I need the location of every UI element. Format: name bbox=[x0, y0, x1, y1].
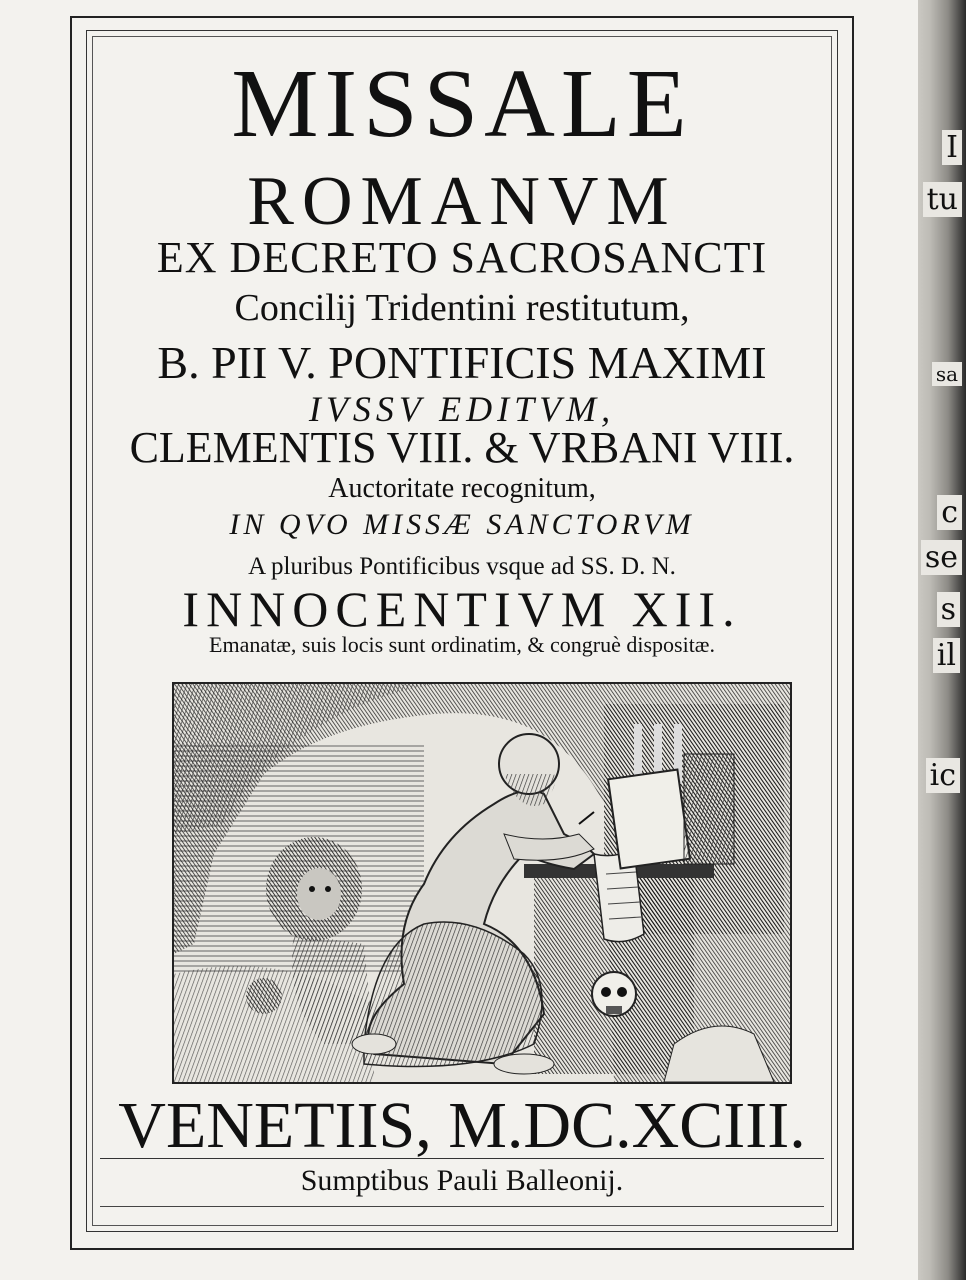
text-line: CLEMENTIS VIII. & VRBANI VIII. bbox=[129, 423, 795, 472]
title-romanum: ROMANVM bbox=[247, 163, 677, 240]
edge-text-fragment: s bbox=[937, 592, 960, 627]
imprint-printer: Sumptibus Pauli Balleonij. bbox=[300, 1164, 624, 1197]
imprint-rule bbox=[100, 1158, 824, 1159]
imprint-rule-2 bbox=[100, 1206, 824, 1207]
text-line: IVSSV EDITVM, bbox=[308, 389, 616, 429]
text-line: Concilij Tridentini restitutum, bbox=[234, 287, 690, 329]
edge-text-fragment: sa bbox=[932, 362, 962, 386]
text-line: EX DECRETO SACROSANCTI bbox=[156, 233, 768, 282]
text-line: A pluribus Pontificibus vsque ad SS. D. N. bbox=[248, 553, 676, 580]
edge-text-fragment: se bbox=[921, 540, 962, 575]
edge-text-fragment: I bbox=[942, 130, 962, 165]
edge-text-fragment: ic bbox=[926, 758, 960, 793]
imprint-city-date: VENETIIS, M.DC.XCIII. bbox=[118, 1089, 806, 1162]
text-line: INNOCENTIVM XII. bbox=[182, 581, 742, 637]
edge-text-fragment: c bbox=[937, 495, 962, 530]
text-line: Emanatæ, suis locis sunt ordinatim, & congruè dispositæ. bbox=[209, 632, 715, 657]
text-line: IN QVO MISSÆ SANCTORVM bbox=[229, 508, 695, 541]
edge-text-fragment: tu bbox=[923, 182, 962, 217]
engraving-illustration bbox=[172, 682, 792, 1084]
title-missale: MISSALE bbox=[231, 50, 693, 158]
edge-text-fragment: il bbox=[933, 638, 960, 673]
text-line: B. PII V. PONTIFICIS MAXIMI bbox=[157, 337, 767, 388]
text-line: Auctoritate recognitum, bbox=[328, 473, 596, 504]
